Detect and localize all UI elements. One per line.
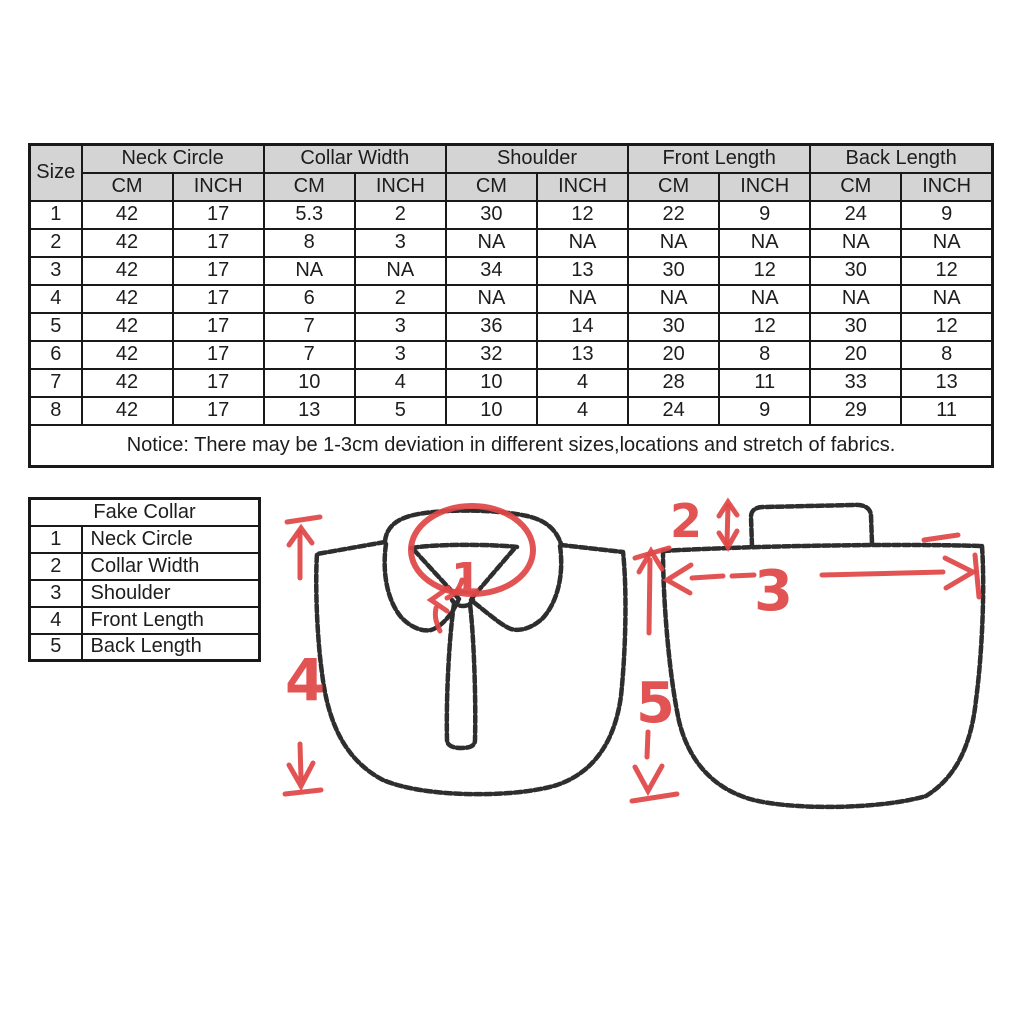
legend-num: 2 <box>30 553 82 580</box>
group-header-neck-circle: Neck Circle <box>82 145 264 173</box>
collar-width-annotation <box>670 494 737 548</box>
measure-cell: 29 <box>810 397 901 425</box>
measure-cell: 30 <box>810 313 901 341</box>
legend-num: 5 <box>30 634 82 661</box>
group-header-shoulder: Shoulder <box>446 145 628 173</box>
measure-cell: NA <box>810 285 901 313</box>
legend-title: Fake Collar <box>30 499 260 526</box>
back-length-annotation <box>632 548 677 801</box>
size-row <box>30 341 993 369</box>
measure-cell: 42 <box>82 397 173 425</box>
legend-table <box>28 497 261 662</box>
measure-cell: 30 <box>628 257 719 285</box>
unit-header-cm: CM <box>446 173 537 201</box>
legend-num: 4 <box>30 607 82 634</box>
size-cell: 3 <box>30 257 82 285</box>
measure-cell: 7 <box>264 341 355 369</box>
measure-cell: 12 <box>719 313 810 341</box>
size-table-body <box>30 201 993 425</box>
measure-cell: NA <box>446 229 537 257</box>
size-cell: 8 <box>30 397 82 425</box>
measure-cell: 2 <box>355 201 446 229</box>
collar-back-outline <box>663 505 983 807</box>
size-cell: 2 <box>30 229 82 257</box>
measure-cell: 17 <box>173 313 264 341</box>
measure-cell: 17 <box>173 229 264 257</box>
unit-header-cm: CM <box>628 173 719 201</box>
measure-cell: NA <box>810 229 901 257</box>
measure-cell: 8 <box>901 341 992 369</box>
legend-num: 1 <box>30 526 82 553</box>
legend-label: Shoulder <box>82 580 260 607</box>
measure-cell: 13 <box>264 397 355 425</box>
legend-label: Neck Circle <box>82 526 260 553</box>
measure-cell: NA <box>355 257 446 285</box>
unit-header-inch: INCH <box>901 173 992 201</box>
legend-row <box>30 580 260 607</box>
group-header-row <box>30 145 993 173</box>
measure-cell: 42 <box>82 229 173 257</box>
measure-cell: 17 <box>173 257 264 285</box>
measure-cell: NA <box>628 285 719 313</box>
legend-row <box>30 634 260 661</box>
unit-header-row <box>30 173 993 201</box>
measure-cell: 30 <box>446 201 537 229</box>
legend-header-row <box>30 499 260 526</box>
measure-cell: 7 <box>264 313 355 341</box>
measure-cell: 10 <box>446 369 537 397</box>
measure-cell: 10 <box>264 369 355 397</box>
group-header-front-length: Front Length <box>628 145 810 173</box>
measure-cell: NA <box>901 285 992 313</box>
size-cell: 6 <box>30 341 82 369</box>
measure-cell: 42 <box>82 313 173 341</box>
size-row <box>30 313 993 341</box>
legend-num: 3 <box>30 580 82 607</box>
measure-cell: 20 <box>810 341 901 369</box>
measure-cell: 3 <box>355 341 446 369</box>
measure-cell: 11 <box>901 397 992 425</box>
measure-cell: 8 <box>719 341 810 369</box>
measure-cell: 10 <box>446 397 537 425</box>
measure-cell: 9 <box>901 201 992 229</box>
neck-circle-label: 1 <box>451 554 482 605</box>
unit-header-inch: INCH <box>719 173 810 201</box>
measure-cell: 32 <box>446 341 537 369</box>
measure-cell: 17 <box>173 285 264 313</box>
measure-cell: 42 <box>82 201 173 229</box>
measure-cell: 30 <box>628 313 719 341</box>
unit-header-cm: CM <box>810 173 901 201</box>
size-cell: 5 <box>30 313 82 341</box>
legend-row <box>30 553 260 580</box>
measure-cell: 3 <box>355 229 446 257</box>
unit-header-inch: INCH <box>173 173 264 201</box>
collar-width-label: 2 <box>670 494 703 548</box>
measure-cell: 22 <box>628 201 719 229</box>
notice-row <box>30 425 993 467</box>
legend-label: Back Length <box>82 634 260 661</box>
measure-cell: 8 <box>264 229 355 257</box>
size-row <box>30 397 993 425</box>
measure-cell: 24 <box>628 397 719 425</box>
size-row <box>30 201 993 229</box>
measure-cell: 30 <box>810 257 901 285</box>
measure-cell: 4 <box>537 397 628 425</box>
unit-header-inch: INCH <box>537 173 628 201</box>
measure-cell: 42 <box>82 257 173 285</box>
legend-table-body <box>30 526 260 661</box>
measure-cell: 5 <box>355 397 446 425</box>
measure-cell: NA <box>537 285 628 313</box>
measure-cell: 34 <box>446 257 537 285</box>
shoulder-label: 3 <box>754 559 793 624</box>
measure-cell: 20 <box>628 341 719 369</box>
measure-cell: NA <box>264 257 355 285</box>
measure-cell: 17 <box>173 201 264 229</box>
measure-cell: 4 <box>537 369 628 397</box>
front-length-label: 4 <box>285 646 326 714</box>
group-header-back-length: Back Length <box>810 145 992 173</box>
measure-cell: 17 <box>173 369 264 397</box>
measure-cell: 36 <box>446 313 537 341</box>
measure-cell: 42 <box>82 369 173 397</box>
measure-cell: 17 <box>173 341 264 369</box>
measure-cell: 17 <box>173 397 264 425</box>
measure-cell: 33 <box>810 369 901 397</box>
measure-cell: 13 <box>537 257 628 285</box>
size-cell: 1 <box>30 201 82 229</box>
unit-header-cm: CM <box>264 173 355 201</box>
measure-cell: NA <box>719 285 810 313</box>
measure-cell: 42 <box>82 341 173 369</box>
measure-cell: 24 <box>810 201 901 229</box>
measure-cell: 12 <box>537 201 628 229</box>
notice-text: Notice: There may be 1-3cm deviation in different sizes,locations and stretch of fabrics. <box>30 425 993 467</box>
size-row <box>30 369 993 397</box>
measure-cell: 9 <box>719 201 810 229</box>
legend-row <box>30 526 260 553</box>
legend-label: Collar Width <box>82 553 260 580</box>
size-cell: 7 <box>30 369 82 397</box>
measure-cell: NA <box>537 229 628 257</box>
measure-cell: 12 <box>719 257 810 285</box>
measure-cell: 42 <box>82 285 173 313</box>
measure-cell: 12 <box>901 313 992 341</box>
measure-cell: 3 <box>355 313 446 341</box>
measure-cell: NA <box>719 229 810 257</box>
measure-cell: NA <box>446 285 537 313</box>
collar-back-diagram <box>628 485 1024 835</box>
measure-cell: 13 <box>901 369 992 397</box>
collar-front-diagram <box>275 488 647 833</box>
size-row <box>30 229 993 257</box>
measure-cell: 12 <box>901 257 992 285</box>
group-header-collar-width: Collar Width <box>264 145 446 173</box>
size-row <box>30 257 993 285</box>
measure-cell: 28 <box>628 369 719 397</box>
measure-cell: 6 <box>264 285 355 313</box>
size-column-header: Size <box>30 145 82 201</box>
measure-cell: 2 <box>355 285 446 313</box>
front-length-annotation <box>285 517 325 794</box>
legend-row <box>30 607 260 634</box>
size-row <box>30 285 993 313</box>
measure-cell: 9 <box>719 397 810 425</box>
measure-cell: 4 <box>355 369 446 397</box>
back-length-label: 5 <box>636 671 675 736</box>
unit-header-inch: INCH <box>355 173 446 201</box>
legend-label: Front Length <box>82 607 260 634</box>
measure-cell: 11 <box>719 369 810 397</box>
measure-cell: NA <box>628 229 719 257</box>
measure-cell: 14 <box>537 313 628 341</box>
size-table <box>28 143 994 468</box>
size-cell: 4 <box>30 285 82 313</box>
unit-header-cm: CM <box>82 173 173 201</box>
measure-cell: NA <box>901 229 992 257</box>
measure-cell: 13 <box>537 341 628 369</box>
measure-cell: 5.3 <box>264 201 355 229</box>
